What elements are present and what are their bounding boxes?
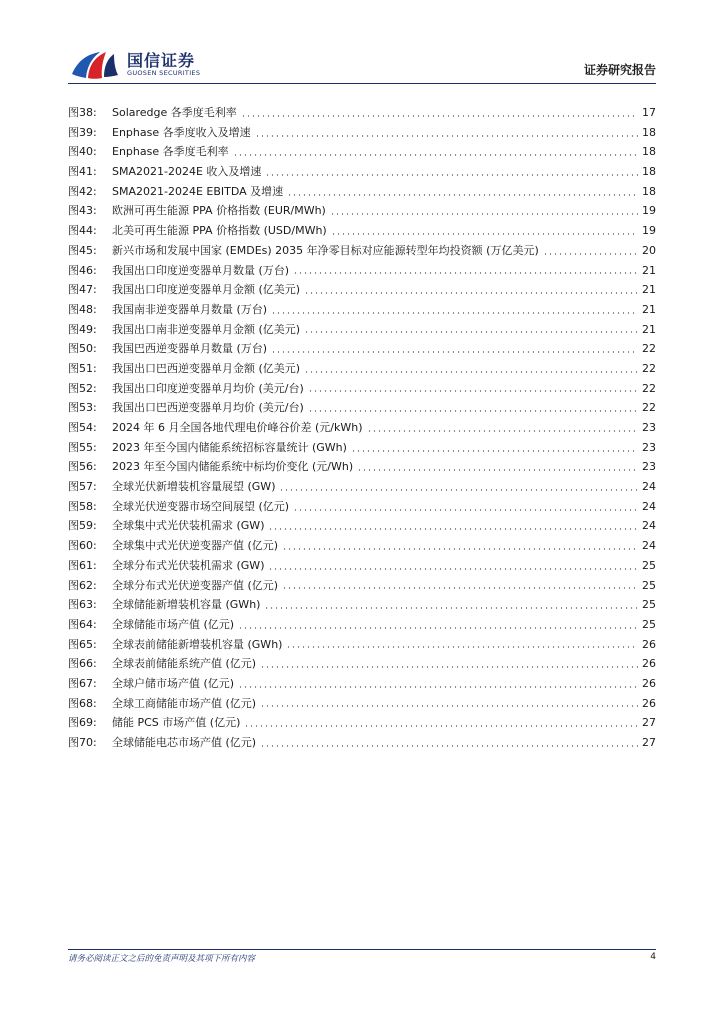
dot-leader	[265, 174, 638, 176]
figure-title: 我国南非逆变器单月数量 (万台)	[112, 302, 268, 316]
figure-title: 北美可再生能源 PPA 价格指数 (USD/MWh)	[112, 224, 327, 238]
dot-leader	[304, 371, 638, 373]
figure-label: 图38:	[68, 106, 97, 119]
figure-page-number: 18	[642, 184, 656, 198]
figure-title: 全球工商储能市场产值 (亿元)	[112, 696, 257, 710]
dot-leader	[260, 745, 638, 747]
figure-page-number: 22	[642, 381, 656, 395]
figure-label: 图44:	[68, 224, 97, 238]
toc-entry[interactable]	[68, 457, 656, 477]
figure-page-number: 22	[642, 361, 656, 375]
figure-label: 图42:	[68, 184, 97, 198]
report-type-title: 证券研究报告	[583, 63, 656, 77]
dot-leader	[282, 587, 638, 589]
figure-label: 图40:	[68, 145, 97, 159]
figure-page-number: 21	[642, 283, 656, 297]
toc-entry[interactable]	[68, 359, 656, 379]
figure-label: 图45:	[68, 243, 97, 257]
figure-page-number: 25	[642, 558, 656, 572]
figure-title: 我国巴西逆变器单月数量 (万台)	[112, 342, 268, 356]
figure-label: 图50:	[68, 342, 97, 356]
dot-leader	[357, 469, 638, 471]
figure-label: 图70:	[68, 736, 97, 749]
toc-entry[interactable]	[68, 339, 656, 359]
page-header	[0, 0, 724, 82]
dot-leader	[260, 666, 638, 668]
figure-title: 新兴市场和发展中国家 (EMDEs) 2035 年净零目标对应能源转型年均投资额 (万亿美元)	[112, 243, 539, 257]
toc-entry[interactable]	[68, 477, 656, 497]
dot-leader	[260, 705, 638, 707]
figure-title: 我国出口印度逆变器单月金额 (亿美元)	[112, 283, 301, 297]
dot-leader	[233, 154, 638, 156]
figure-page-number: 23	[642, 421, 656, 434]
figure-label: 图61:	[68, 558, 97, 572]
figure-page-number: 24	[642, 539, 656, 553]
dot-leader	[293, 509, 638, 511]
toc-entry[interactable]	[68, 398, 656, 418]
figure-title: 全球表前储能系统产值 (亿元)	[112, 657, 257, 671]
figure-title: 全球分布式光伏逆变器产值 (亿元)	[112, 578, 279, 592]
dot-leader	[268, 528, 638, 530]
logo-english-name: GUOSEN SECURITIES	[127, 69, 201, 77]
figure-title: 全球储能新增装机容量 (GWh)	[112, 598, 261, 612]
figure-page-number: 26	[642, 676, 656, 690]
figure-title: 欧洲可再生能源 PPA 价格指数 (EUR/MWh)	[112, 204, 326, 218]
figure-title: 全球光伏逆变器市场空间展望 (亿元)	[112, 499, 290, 513]
figure-label: 图63:	[68, 598, 97, 612]
toc-entry[interactable]	[68, 241, 656, 261]
figure-page-number: 22	[642, 401, 656, 415]
figure-page-number: 21	[642, 322, 656, 336]
toc-entry[interactable]	[68, 733, 656, 753]
figure-page-number: 25	[642, 598, 656, 612]
toc-entry[interactable]	[68, 556, 656, 576]
dot-leader	[282, 548, 638, 550]
figure-label: 图66:	[68, 657, 97, 671]
figure-title: 全球集中式光伏逆变器产值 (亿元)	[112, 539, 279, 553]
figure-page-number: 26	[642, 637, 656, 651]
figure-page-number: 24	[642, 499, 656, 513]
figure-page-number: 21	[642, 263, 656, 277]
figure-label: 图68:	[68, 696, 97, 710]
figure-page-number: 24	[642, 519, 656, 533]
toc-entry[interactable]	[68, 142, 656, 162]
figure-title: 2023 年至今国内储能系统中标均价变化 (元/Wh)	[112, 460, 354, 474]
toc-entry[interactable]	[68, 123, 656, 143]
figure-label: 图55:	[68, 440, 97, 454]
figure-title: 全球分布式光伏装机需求 (GW)	[112, 558, 265, 572]
dot-leader	[271, 312, 638, 314]
figure-label: 图65:	[68, 637, 97, 651]
dot-leader	[238, 686, 638, 688]
dot-leader	[238, 627, 638, 629]
dot-leader	[351, 450, 638, 452]
toc-entry[interactable]	[68, 182, 656, 202]
toc-entry[interactable]	[68, 379, 656, 399]
dot-leader	[268, 568, 638, 570]
figure-label: 图49:	[68, 322, 97, 336]
figure-title: 全球集中式光伏装机需求 (GW)	[112, 519, 265, 533]
toc-entry[interactable]	[68, 280, 656, 300]
figure-label: 图52:	[68, 381, 97, 395]
footer-disclaimer: 请务必阅读正文之后的免责声明及其项下所有内容	[68, 954, 256, 964]
figure-page-number: 22	[642, 342, 656, 356]
figure-title: 储能 PCS 市场产值 (亿元)	[112, 716, 241, 730]
figure-title: 2024 年 6 月全国各地代理电价峰谷价差 (元/kWh)	[112, 421, 363, 434]
figure-title: 2023 年至今国内储能系统招标容量统计 (GWh)	[112, 440, 347, 454]
toc-entry[interactable]	[68, 516, 656, 536]
figure-page-number: 26	[642, 657, 656, 671]
toc-entry[interactable]	[68, 536, 656, 556]
toc-entry[interactable]	[68, 654, 656, 674]
toc-entry[interactable]	[68, 497, 656, 517]
toc-entry[interactable]	[68, 261, 656, 281]
figure-page-number: 23	[642, 440, 656, 454]
figure-page-number: 20	[642, 243, 656, 257]
toc-entry[interactable]	[68, 595, 656, 615]
toc-entry[interactable]	[68, 694, 656, 714]
dot-leader	[543, 253, 638, 255]
figure-label: 图46:	[68, 263, 97, 277]
dot-leader	[308, 390, 638, 392]
dot-leader	[271, 351, 638, 353]
figure-title: 我国出口印度逆变器单月数量 (万台)	[112, 263, 290, 277]
figure-page-number: 18	[642, 165, 656, 179]
dot-leader	[264, 607, 638, 609]
figure-title: SMA2021-2024E 收入及增速	[112, 165, 262, 179]
logo-mark-icon	[70, 48, 122, 82]
figure-title: Enphase 各季度毛利率	[112, 145, 229, 159]
figure-label: 图64:	[68, 617, 97, 631]
toc-entry[interactable]	[68, 201, 656, 221]
toc-entry[interactable]	[68, 635, 656, 655]
figure-page-number: 21	[642, 302, 656, 316]
dot-leader	[304, 292, 638, 294]
figure-label: 图62:	[68, 578, 97, 592]
figure-title: 我国出口巴西逆变器单月金额 (亿美元)	[112, 361, 301, 375]
figure-label: 图58:	[68, 499, 97, 513]
dot-leader	[293, 272, 638, 274]
figure-title: 全球表前储能新增装机容量 (GWh)	[112, 637, 283, 651]
toc-entry[interactable]	[68, 713, 656, 733]
figure-label: 图69:	[68, 716, 97, 730]
guosen-logo	[70, 48, 210, 84]
toc-entry[interactable]	[68, 162, 656, 182]
figure-title: 全球光伏新增装机容量展望 (GW)	[112, 480, 276, 494]
header-divider	[68, 83, 656, 84]
dot-leader	[241, 115, 638, 117]
figure-label: 图41:	[68, 165, 97, 179]
figure-label: 图48:	[68, 302, 97, 316]
figure-label: 图56:	[68, 460, 97, 474]
figure-page-number: 23	[642, 460, 656, 474]
toc-entry[interactable]	[68, 418, 656, 438]
figure-title: 全球户储市场产值 (亿元)	[112, 676, 235, 690]
figure-label: 图43:	[68, 204, 97, 218]
page-number: 4	[650, 952, 656, 962]
figure-label: 图67:	[68, 676, 97, 690]
figure-label: 图54:	[68, 421, 97, 434]
toc-entry[interactable]	[68, 438, 656, 458]
dot-leader	[287, 194, 638, 196]
footer-divider	[68, 949, 656, 950]
figure-label: 图60:	[68, 539, 97, 553]
logo-chinese-name: 国信证券	[127, 51, 196, 70]
dot-leader	[308, 410, 638, 412]
figure-page-number: 26	[642, 696, 656, 710]
figure-label: 图57:	[68, 480, 97, 494]
dot-leader	[286, 646, 638, 648]
figure-label: 图39:	[68, 125, 97, 139]
figure-title: 我国出口巴西逆变器单月均价 (美元/台)	[112, 401, 304, 415]
figure-title: 全球储能市场产值 (亿元)	[112, 617, 235, 631]
figure-label: 图59:	[68, 519, 97, 533]
toc-entry[interactable]	[68, 221, 656, 241]
figure-title: Enphase 各季度收入及增速	[112, 125, 251, 139]
figure-page-number: 24	[642, 480, 656, 494]
figure-title: 我国出口南非逆变器单月金额 (亿美元)	[112, 322, 301, 336]
toc-entry[interactable]	[68, 576, 656, 596]
figure-page-number: 17	[642, 106, 656, 119]
figure-title: Solaredge 各季度毛利率	[112, 106, 237, 119]
toc-entry[interactable]	[68, 615, 656, 635]
figure-label: 图51:	[68, 361, 97, 375]
figure-label: 图47:	[68, 283, 97, 297]
toc-entry[interactable]	[68, 300, 656, 320]
figure-title: SMA2021-2024E EBITDA 及增速	[112, 184, 284, 198]
dot-leader	[367, 430, 639, 432]
figure-page-number: 19	[642, 204, 656, 218]
figure-title: 全球储能电芯市场产值 (亿元)	[112, 736, 257, 749]
dot-leader	[279, 489, 638, 491]
toc-entry[interactable]	[68, 320, 656, 340]
toc-entry[interactable]	[68, 103, 656, 123]
figure-title: 我国出口印度逆变器单月均价 (美元/台)	[112, 381, 304, 395]
figure-page-number: 18	[642, 145, 656, 159]
dot-leader	[304, 331, 638, 333]
toc-entry[interactable]	[68, 674, 656, 694]
dot-leader	[330, 213, 638, 215]
dot-leader	[255, 135, 638, 137]
figure-page-number: 25	[642, 617, 656, 631]
figure-label: 图53:	[68, 401, 97, 415]
figure-list	[68, 103, 656, 753]
figure-page-number: 27	[642, 736, 656, 749]
figure-page-number: 27	[642, 716, 656, 730]
figure-page-number: 18	[642, 125, 656, 139]
figure-page-number: 19	[642, 224, 656, 238]
dot-leader	[244, 725, 638, 727]
figure-page-number: 25	[642, 578, 656, 592]
dot-leader	[331, 233, 638, 235]
